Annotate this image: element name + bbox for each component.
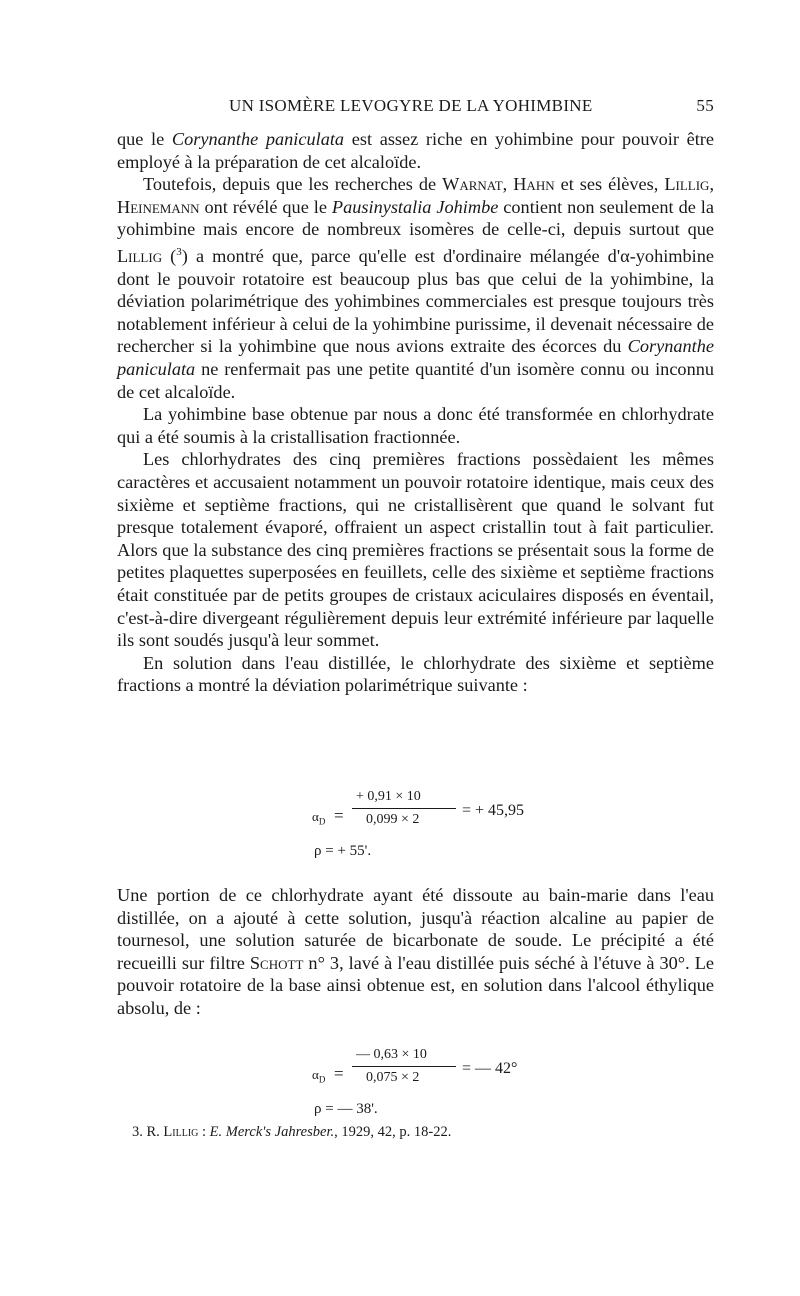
formula-2 [312,1046,572,1124]
paragraph-6 [117,884,714,1020]
alpha-symbol: $\alpha_D$ [312,1067,326,1085]
text-span: : [198,1124,210,1140]
text-span: , 1929, 42, p. 18-22. [334,1124,452,1140]
page-header [117,96,714,120]
author-name: Lillig [664,174,710,195]
formula-1 [312,786,572,866]
denominator: 0,099 × 2 [366,812,420,827]
text-span: ont révélé que le [199,196,332,217]
paragraph-4: Les chlorhydrates des cinq premières fractions possèdaient les mêmes caractères et accusaient notamment un pouvoir rotatoire identique, mais ceux des sixième et septième fractions, qui ne cristallisèrent que quand le solvant fut presque totalement évaporé, offraient un aspect cristallin tout à fait particulier. Alors que la substance des cinq premières fractions se présentait sous la forme de petites plaquettes superposées en feuillets, celle des sixième et septième fractions était constituée par de petits groupes de cristaux aciculaires disposés en éventail, c'est-à-dire divergeant régulièrement depuis leur extrémité inférieure par laquelle ils sont soudés jusqu'à leur sommet. [117,449,714,651]
paragraph-5: En solution dans l'eau distillée, le chlorhydrate des sixième et septième fractions a montré la déviation polarimétrique suivante : [117,652,714,696]
rho-value: ρ = + 55'. [314,843,372,859]
result: = — 42° [462,1060,518,1077]
author-name: Schott [249,952,304,973]
text-span: et ses élèves, [554,174,665,195]
text-span: ( [162,246,177,267]
page-number: 55 [696,96,714,115]
journal-title: E. Merck's Jahresber. [209,1124,335,1140]
author-name: Warnat [442,174,503,195]
text-span: , [502,174,514,195]
text-span: n° 3, lavé à l'eau distillée puis séché à l'étuve à 30°. Le pouvoir rotatoire de la base ainsi obtenue est, en solution dans l'alcool éthylique absolu, de : [117,952,714,1018]
numerator: — 0,63 × 10 [356,1047,427,1062]
text-span: Une portion de ce chlorhydrate ayant été dissoute au bain-marie dans l'eau distillée, on a ajouté à cette solution, jusqu'à réaction alcaline au papier de tournesol, une solution saturée de bicarbonate de soude. Le précipité a été recueilli sur filtre [117,885,714,973]
text-span: 3. R. [132,1124,164,1140]
alpha-symbol: $\alpha_D$ [312,809,326,827]
body-text-upper [117,128,714,697]
text-span: Toutefois, depuis que les recherches de [143,174,443,195]
text-span: , [709,174,715,195]
text-span: ne renfermait pas une petite quantité d'un isomère connu ou inconnu de cet alcaloïde. [117,359,714,402]
footnote-ref: 3 [176,245,182,258]
text-span: est assez riche en yohimbine pour pouvoir être employé à la préparation de cet alcaloïde. [117,129,714,172]
paragraph-2 [117,173,714,403]
fraction-bar [352,808,456,809]
result: = + 45,95 [462,802,525,819]
text-span: ) a montré que, parce qu'elle est d'ordinaire mélangée d'α-yohimbine dont le pouvoir rotatoire est beaucoup plus bas que celui de la yohimbine, la déviation polarimétrique des yohimbines commerciales est presque toujours très notablement inférieur à celui de la yohimbine purissime, il devenait nécessaire de rechercher si la yohimbine que nous avions extraite des écorces du [117,246,714,357]
paragraph-1 [117,128,714,173]
species-name: Corynanthe paniculata [171,129,345,149]
author-name: Heinemann [117,196,200,217]
fraction-bar [352,1066,456,1067]
text-span: que le [117,129,172,149]
author-name: Hahn [513,174,555,195]
species-name: Corynanthe paniculata [117,336,714,380]
denominator: 0,075 × 2 [366,1070,420,1085]
footnote [132,1124,692,1141]
equals-sign: = [334,1064,344,1083]
paragraph-3: La yohimbine base obtenue par nous a donc été transformée en chlorhydrate qui a été soumis à la cristallisation fractionnée. [117,404,714,447]
body-text-lower [117,884,714,1020]
author-name: Lillig [117,246,163,267]
rho-value: ρ = — 38'. [314,1101,378,1117]
author-name: Lillig [163,1124,199,1140]
text-span: contient non seulement de la yohimbine mais encore de nombreux isomères de celle-ci, depuis surtout que [117,196,715,240]
running-title: UN ISOMÈRE LEVOGYRE DE LA YOHIMBINE [229,96,593,115]
equals-sign: = [334,806,344,825]
species-name: Pausinystalia Johimbe [331,196,499,217]
numerator: + 0,91 × 10 [356,789,421,804]
